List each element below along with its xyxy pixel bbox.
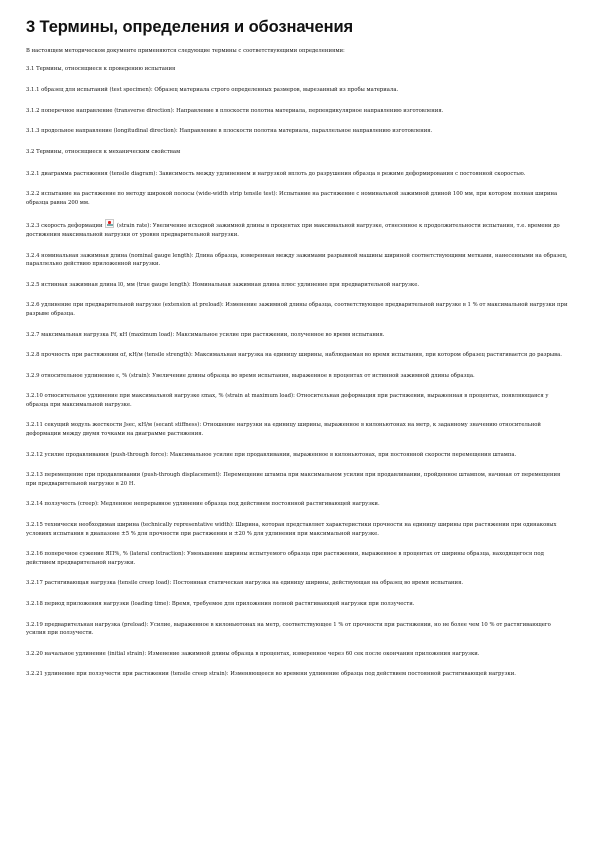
term-paragraph: 3.2.1 диаграмма растяжения (tensile diagram): Зависимость между удлинением и нагрузкой вплоть до разрушения образца в режиме деформирования с постоянной скоростью. xyxy=(26,170,526,177)
term-paragraph: 3.2.6 удлинение при предварительной нагрузке (extension at preload): Изменение зажимной длины образца, соответствующее предварительной нагрузке в 1 % от максимальной нагрузки при разрыве образца. xyxy=(26,302,568,317)
term-paragraph: 3.2.4 номинальная зажимная длина (nominal gauge length): Длина образца, измеренная между зажимами разрывной машины шириной соответствующими метками, нанесенными на образец, параллельно действию приложенной нагрузки. xyxy=(26,252,568,268)
term-paragraph: 3.2.16 поперечное сужение ЯП%, % (lateral contraction): Уменьшение ширины испытуемого образца при растяжении, выраженное в процентах от ширины образца, находящегося под действием предварительной нагрузки. xyxy=(26,551,544,566)
subsection-heading-3-2: 3.2 Термины, относящиеся к механическим свойствам xyxy=(26,148,181,155)
term-paragraph: 3.2.20 начальное удлинение (initial strain): Изменение зажимной длины образца в процентах, измеренное через 60 сек после окончания приложения нагрузки. xyxy=(26,650,480,657)
term-paragraph: 3.2.18 период приложения нагрузки (loading time): Время, требуемое для приложения полной растягивающей нагрузки при ползучести. xyxy=(26,601,415,607)
term-paragraph: 3.2.15 технически необходимая ширина (technically representative width): Ширина, которая представляет характеристики прочности на единицу ширины при растяжении при одинаковых условиях испытания в диапазоне ±5 % для прочности при растяжении и ±20 % для удлинения при максимальной нагрузке. xyxy=(26,522,557,537)
term-paragraph: 3.2.11 секущий модуль жесткости Jsec, кН/м (secant stiffness): Отношение нагрузки на единицу ширины, выраженное в килоньютонах на метр, к заданному значению относительной деформации между двумя точками на диаграмме растяжения. xyxy=(26,422,541,438)
term-paragraph: 3.1.2 поперечное направление (transverse direction): Направление в плоскости полотна материала, перпендикулярное направлению изготовления. xyxy=(26,107,444,114)
term-paragraph: 3.2.2 испытание на растяжение по методу широкой полосы (wide-width strip tensile test): Испытание на растяжение с номинальной зажимной длиной 100 мм, при котором полная ширина образца равна 200 мм. xyxy=(26,191,558,206)
term-paragraph: 3.2.5 истинная зажимная длина l0, мм (true gauge length): Номинальная зажимная длина плюс удлинение при предварительной нагрузке. xyxy=(26,281,420,288)
term-paragraph: 3.2.8 прочность при растяжении αf, кН/м (tensile strength): Максимальная нагрузка на единицу ширины, наблюдаемая во время испытания, при котором образец растягивается до разрыва. xyxy=(26,352,562,359)
term-3-2-3-definition: (strain rate): Увеличение исходной зажимной длины в процентах при максимальной нагрузке, отнесенное к продолжительности испытания, т.е. времени до достижения максимальной нагрузки от уровня предварительной нагрузки. xyxy=(26,223,560,238)
section-title: 3 Термины, определения и обозначения xyxy=(26,18,354,36)
broken-image-icon xyxy=(105,219,114,228)
subsection-heading-3-1: 3.1 Термины, относящиеся к проведению испытания xyxy=(26,65,176,72)
terms-group-3-1 xyxy=(26,86,571,136)
term-paragraph: 3.2.7 максимальная нагрузка Ff, кН (maximum load): Максимальное усилие при растяжении, полученное во время испытания. xyxy=(26,331,385,338)
intro-paragraph: В настоящем методическом документе применяются следующие термины с соответствующими определениями: xyxy=(26,48,345,54)
term-paragraph: 3.1.1 образец для испытаний (test specimen): Образец материала строго определенных размеров, вырезанный из пробы материала. xyxy=(26,87,399,94)
term-paragraph: 3.2.19 предварительная нагрузка (preload): Усилие, выраженное в килоньютонах на метр, соответствующее 1 % от прочности при растяжении, но не более чем 10 % от растягивающего усилия при ползучести. xyxy=(26,621,551,637)
document-page xyxy=(26,18,571,691)
term-paragraph: 3.2.12 усилие продавливания (push-through force): Максимальное усилие при продавливании, выраженное в килоньютонах, при постоянной скорости перемещения штампа. xyxy=(26,451,517,458)
term-paragraph: 3.2.21 удлинение при ползучести при растяжении (tensile creep strain): Изменяющееся во времени удлинение образца под действием постоянной растягивающей нагрузки. xyxy=(26,671,516,678)
term-paragraph: 3.2.13 перемещение при продавливании (push-through displacement): Перемещение штампа при максимальном усилии при продавливании, пройденное штампом, начиная от перемещения при предварительной нагрузке в 20 Н. xyxy=(26,472,561,487)
term-paragraph: 3.2.14 ползучесть (creep): Медленное непрерывное удлинение образца под действием постоянной растягивающей нагрузки. xyxy=(26,501,380,508)
terms-group-3-2-part1 xyxy=(26,170,571,208)
term-paragraph: 3.2.9 относительное удлинение ε, % (strain): Увеличение длины образца во время испытания, выраженное в процентах от истинной зажимной длины образца. xyxy=(26,372,475,379)
term-paragraph: 3.1.3 продольное направление (longitudinal direction): Направление в плоскости полотна материала, параллельное направлению изготовления. xyxy=(26,128,433,135)
terms-group-3-2-part2 xyxy=(26,252,571,679)
term-3-2-3-lead: 3.2.3 скорость деформации xyxy=(26,223,103,230)
term-paragraph: 3.2.17 растягивающая нагрузка (tensile creep load): Постоянная статическая нагрузка на единицу ширины, действующая на образец во время испытания. xyxy=(26,580,464,587)
term-paragraph: 3.2.10 относительное удлинение при максимальной нагрузке εmax, % (strain at maximum load): Относительная деформация при растяжении, выраженная в процентах, появляющаяся у образца при максимальной нагрузке. xyxy=(26,393,549,408)
term-3-2-3 xyxy=(26,219,571,239)
